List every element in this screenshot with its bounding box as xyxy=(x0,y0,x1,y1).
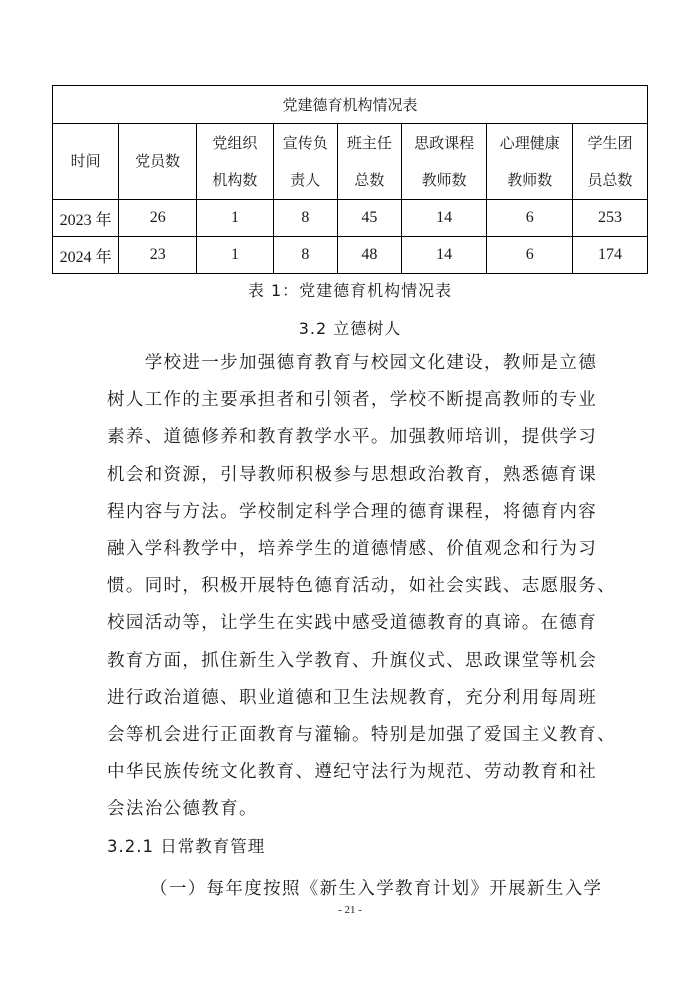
table-cell: 14 xyxy=(401,200,487,237)
table-cell: 14 xyxy=(401,237,487,274)
party-building-table xyxy=(52,85,648,274)
table-cell: 253 xyxy=(572,200,647,237)
table-cell: 6 xyxy=(487,200,573,237)
table-title: 党建德育机构情况表 xyxy=(53,86,648,124)
section-heading: 3.2 立德树人 xyxy=(298,319,402,338)
table-cell: 23 xyxy=(119,237,197,274)
table-cell: 26 xyxy=(119,200,197,237)
paragraph-line: 学校进一步加强德育教育与校园文化建设，教师是立德 xyxy=(107,353,598,373)
table-row xyxy=(53,237,648,274)
paragraph-line: 程内容与方法。学校制定科学合理的德育课程，将德育内容 xyxy=(107,501,598,522)
table-cell: 45 xyxy=(337,200,401,237)
table-cell: 174 xyxy=(572,237,647,274)
header-cell-members: 党员数 xyxy=(119,124,197,200)
table-row xyxy=(53,200,648,237)
paragraph-line: 会等机会进行正面教育与灌输。特别是加强了爱国主义教育、 xyxy=(107,724,616,745)
paragraph-line: 进行政治道德、职业道德和卫生法规教育，充分利用每周班 xyxy=(107,687,598,708)
table-cell: 2023 年 xyxy=(53,200,119,237)
table-cell: 1 xyxy=(197,200,274,237)
table-cell: 6 xyxy=(487,237,573,274)
paragraph-line: 机会和资源，引导教师积极参与思想政治教育，熟悉德育课 xyxy=(107,464,598,485)
paragraph-line: 惯。同时，积极开展特色德育活动，如社会实践、志愿服务、 xyxy=(107,576,616,597)
paragraph-line: 融入学科教学中，培养学生的道德情感、价值观念和行为习 xyxy=(107,538,598,559)
header-cell-publicity: 宣传负 责人 xyxy=(273,124,337,200)
table-caption: 表 1：党建德育机构情况表 xyxy=(247,281,453,300)
table-cell: 8 xyxy=(273,200,337,237)
table-cell: 8 xyxy=(273,237,337,274)
paragraph-line: 会法治公德教育。 xyxy=(107,799,258,820)
table-cell: 48 xyxy=(337,237,401,274)
paragraph-line: 校园活动等，让学生在实践中感受道德教育的真谛。在德育 xyxy=(107,613,598,634)
table-cell: 2024 年 xyxy=(53,237,119,274)
paragraph-start-line: （一）每年度按照《新生入学教育计划》开展新生入学 xyxy=(150,879,603,899)
page-number: - 21 - xyxy=(338,904,362,916)
subsection-heading: 3.2.1 日常教育管理 xyxy=(107,837,266,856)
table-cell: 1 xyxy=(197,237,274,274)
paragraph-line: 树人工作的主要承担者和引领者，学校不断提高教师的专业 xyxy=(107,390,598,411)
header-cell-orgs: 党组织 机构数 xyxy=(197,124,274,200)
header-cell-psych-teachers: 心理健康 教师数 xyxy=(487,124,573,200)
header-cell-ideology-teachers: 思政课程 教师数 xyxy=(401,124,487,200)
header-cell-time: 时间 xyxy=(53,124,119,200)
header-cell-head-teachers: 班主任 总数 xyxy=(337,124,401,200)
body-paragraph xyxy=(107,345,616,828)
paragraph-line: 素养、道德修养和教育教学水平。加强教师培训，提供学习 xyxy=(107,427,598,448)
table-header-row xyxy=(53,124,648,200)
paragraph-line: 中华民族传统文化教育、遵纪守法行为规范、劳动教育和社 xyxy=(107,762,598,783)
header-cell-league-members: 学生团 员总数 xyxy=(572,124,647,200)
paragraph-line: 教育方面，抓住新生入学教育、升旗仪式、思政课堂等机会 xyxy=(107,650,598,671)
